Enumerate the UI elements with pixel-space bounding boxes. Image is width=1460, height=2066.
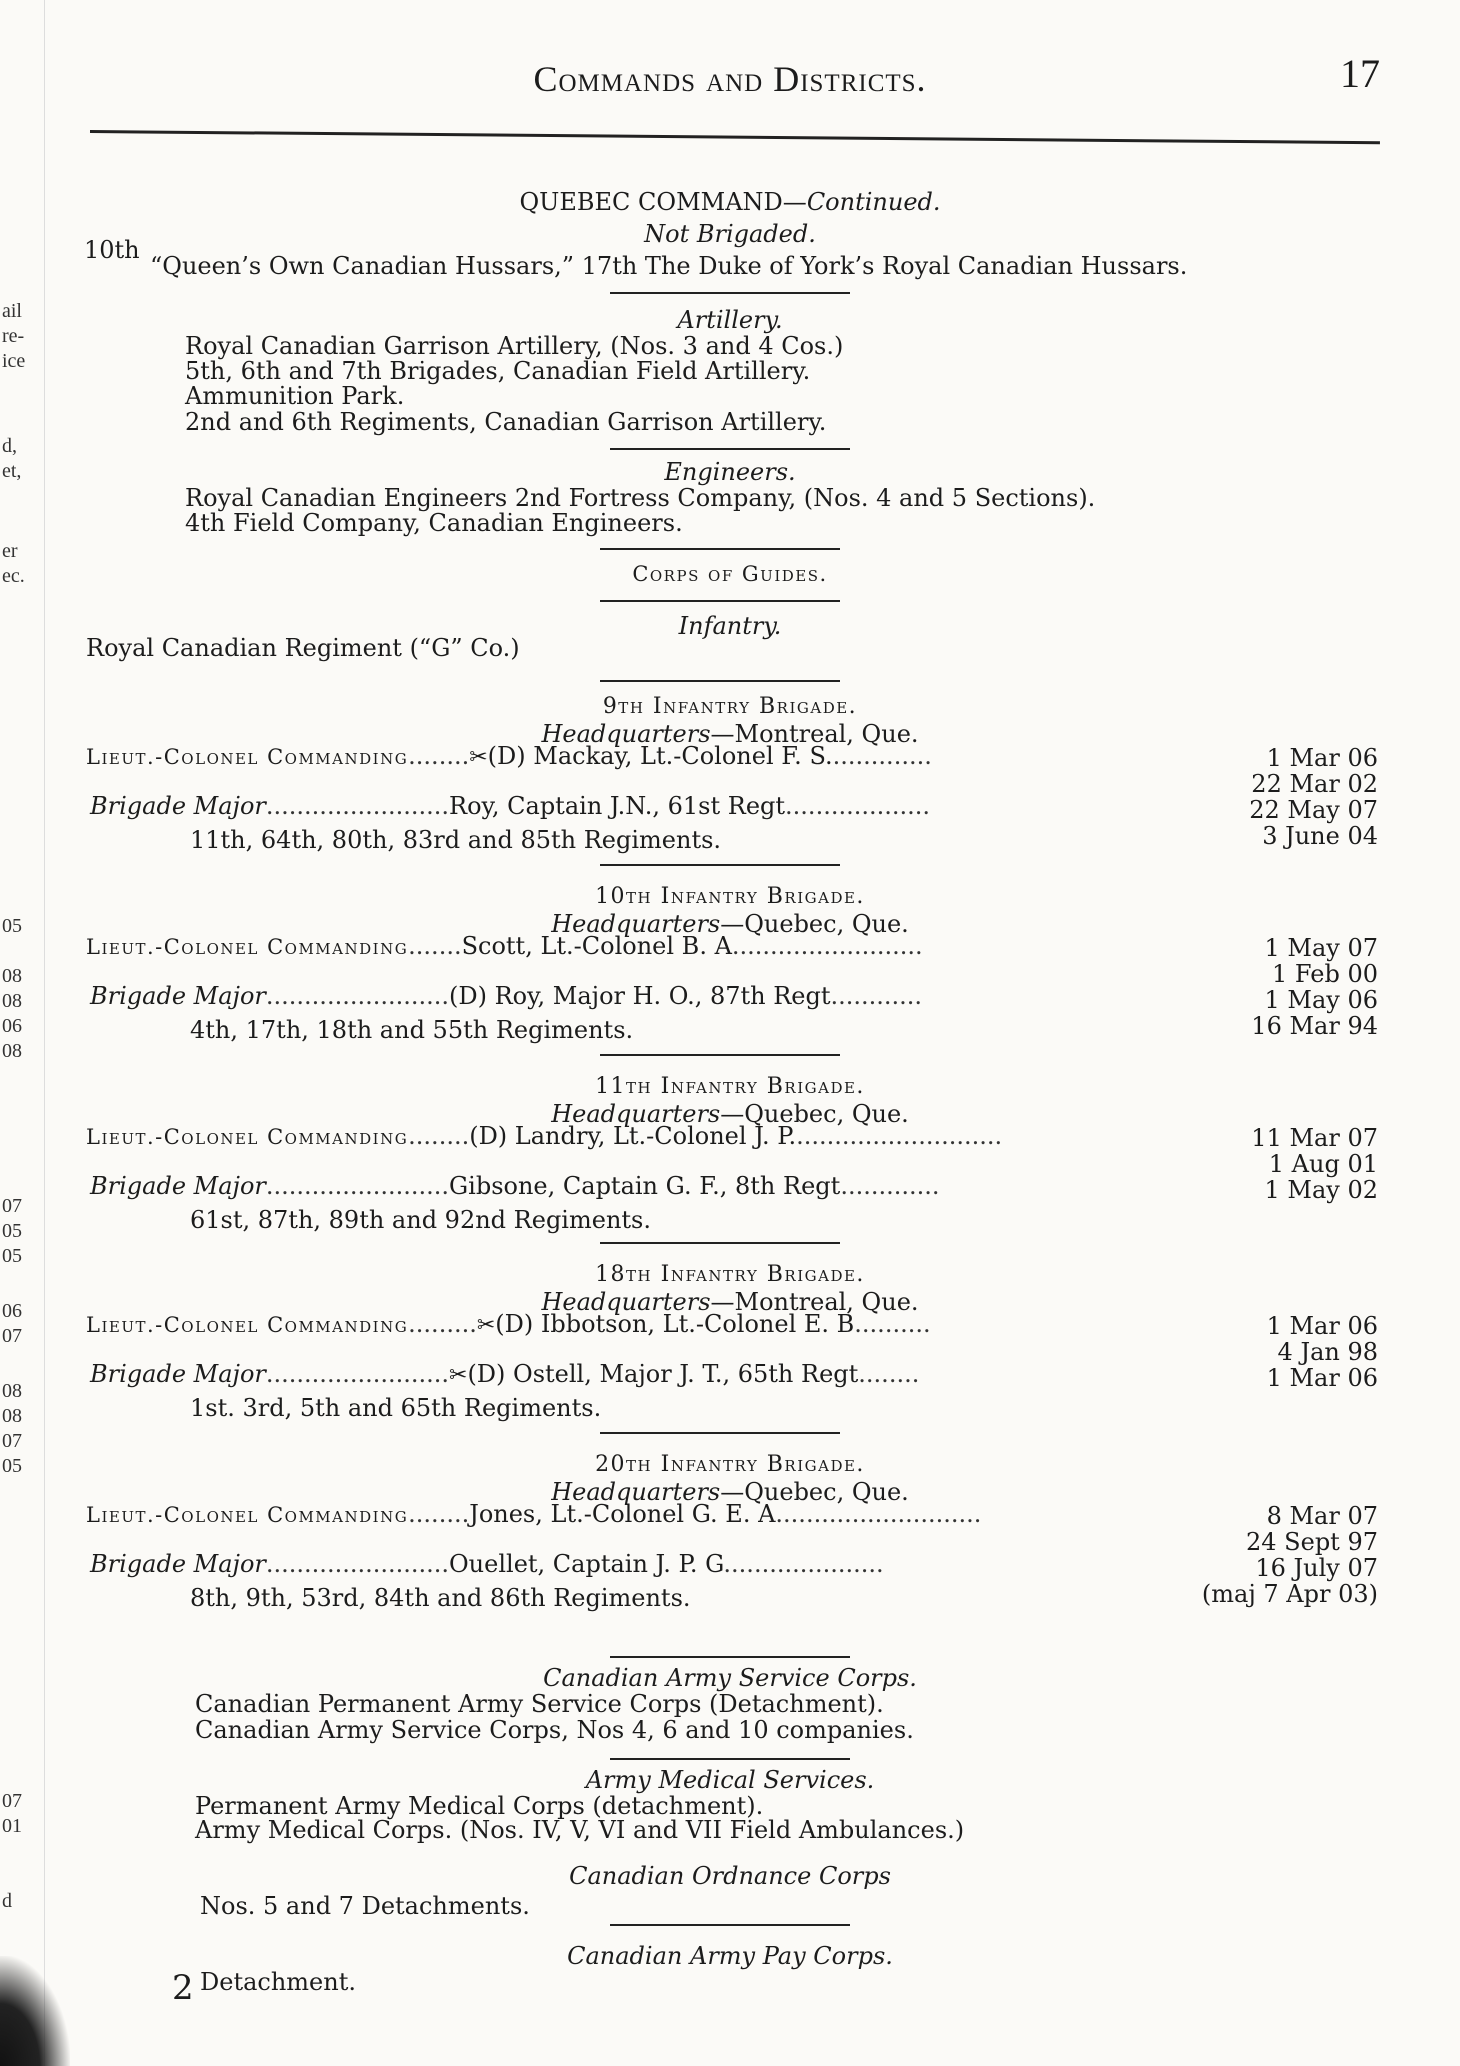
lieut-colonel-row xyxy=(86,1122,1002,1150)
section-rule xyxy=(600,600,840,602)
major-name: (D) Roy, Major H. O., 87th Regt xyxy=(449,982,831,1010)
artillery-line: 2nd and 6th Regiments, Canadian Garrison Artillery. xyxy=(185,408,827,436)
page-number: 17 xyxy=(1340,51,1380,96)
brigade-major-label: Brigade Major xyxy=(90,1360,266,1388)
leader-dots: ........ xyxy=(408,1500,470,1528)
appointment-date: 1 May 02 xyxy=(1264,1176,1378,1204)
infantry-line: Royal Canadian Regiment (“G” Co.) xyxy=(86,634,520,662)
command-continued: Continued. xyxy=(806,188,941,216)
margin-fragment: 01 xyxy=(2,1815,22,1837)
appointment-date: 11 Mar 07 xyxy=(1251,1124,1378,1152)
appointment-date: 16 July 07 xyxy=(1255,1554,1378,1582)
lieut-colonel-row xyxy=(86,742,932,770)
appointment-date: 1 Mar 06 xyxy=(1266,1364,1378,1392)
artillery-line: 5th, 6th and 7th Brigades, Canadian Field Artillery. xyxy=(185,357,811,385)
ordnance-heading: Canadian Ordnance Corps xyxy=(569,1862,891,1890)
lieut-colonel-row xyxy=(86,932,923,960)
margin-fragment: 06 xyxy=(2,1015,22,1037)
margin-fragment: d, xyxy=(2,435,17,457)
leader-dots: ........................ xyxy=(265,1550,449,1578)
margin-fragment: 05 xyxy=(2,1245,22,1267)
brigade-major-row xyxy=(90,982,922,1010)
leader-dots: ............ xyxy=(830,982,923,1010)
medical-line: Permanent Army Medical Corps (detachment). xyxy=(195,1792,764,1820)
leader-dots: .......... xyxy=(854,1310,931,1338)
appointment-date: 1 Feb 00 xyxy=(1272,960,1378,988)
margin-fragment: 05 xyxy=(2,1220,22,1242)
leader-dots: ........ xyxy=(408,742,470,770)
margin-fragment: er xyxy=(2,540,18,562)
brigade-title: 11th Infantry Brigade. xyxy=(595,1074,865,1099)
section-rule xyxy=(600,864,840,866)
scissors-icon: ✂ xyxy=(476,1313,496,1338)
hq-place: —Quebec, Que. xyxy=(720,1100,909,1128)
commander-name: (D) Mackay, Lt.-Colonel F. S. xyxy=(487,742,833,770)
leader-dots: ........ xyxy=(408,1122,470,1150)
major-name: (D) Ostell, Major J. T., 65th Regt xyxy=(467,1360,859,1388)
hq-label: Headquarters xyxy=(551,910,721,938)
brigade-regiments: 11th, 64th, 80th, 83rd and 85th Regiments. xyxy=(190,826,722,854)
appointment-date: 3 June 04 xyxy=(1262,822,1378,850)
brigade-title: 10th Infantry Brigade. xyxy=(595,884,865,909)
major-name: Gibsone, Captain G. F., 8th Regt xyxy=(449,1172,841,1200)
appointment-date: (maj 7 Apr 03) xyxy=(1201,1580,1378,1608)
not-brigaded-label: Not Brigaded. xyxy=(644,220,816,248)
brigade-major-label: Brigade Major xyxy=(90,982,266,1010)
appointment-date: 1 Mar 06 xyxy=(1266,1312,1378,1340)
hq-place: —Quebec, Que. xyxy=(720,910,909,938)
brigade-major-label: Brigade Major xyxy=(90,1172,266,1200)
pay-line: Detachment. xyxy=(200,1968,356,1996)
leader-dots: ............. xyxy=(832,742,932,770)
service-corps-line: Canadian Army Service Corps, Nos 4, 6 and 10 companies. xyxy=(195,1716,914,1744)
artillery-heading: Artillery. xyxy=(677,306,783,334)
margin-fragment: re- xyxy=(2,325,25,347)
brigade-title: 9th Infantry Brigade. xyxy=(602,694,858,719)
margin-fragment: 08 xyxy=(2,1405,22,1427)
scissors-icon: ✂ xyxy=(469,745,488,770)
brigade-major-label: Brigade Major xyxy=(90,1550,266,1578)
margin-fragment: 08 xyxy=(2,1040,22,1062)
lieut-colonel-row xyxy=(86,1310,931,1338)
appointment-date: 1 May 06 xyxy=(1264,986,1378,1014)
margin-fragment: 07 xyxy=(2,1195,22,1217)
brigade-regiments: 4th, 17th, 18th and 55th Regiments. xyxy=(190,1016,634,1044)
margin-fragment: ec. xyxy=(2,565,25,587)
scissors-icon: ✂ xyxy=(449,1363,468,1388)
margin-fragment: ice xyxy=(2,350,26,372)
section-rule xyxy=(600,548,840,550)
section-rule xyxy=(610,448,850,450)
appointment-date: 22 May 07 xyxy=(1249,796,1378,824)
margin-fragment: 06 xyxy=(2,1300,22,1322)
brigade-major-row xyxy=(90,1172,940,1200)
appointment-date: 8 Mar 07 xyxy=(1266,1502,1378,1530)
hq-label: Headquarters xyxy=(551,1478,721,1506)
page-title: Commands and Districts. xyxy=(533,59,927,99)
lieut-colonel-label: Lieut.-Colonel Commanding xyxy=(86,1313,409,1337)
leader-dots: ........................ xyxy=(265,1172,449,1200)
infantry-heading: Infantry. xyxy=(678,612,782,640)
appointment-date: 1 Mar 06 xyxy=(1266,744,1378,772)
leader-dots: ....... xyxy=(408,932,462,960)
section-rule xyxy=(600,1432,840,1434)
commander-name: Jones, Lt.-Colonel G. E. A xyxy=(469,1500,776,1528)
leader-dots: ........ xyxy=(858,1360,920,1388)
leader-dots: ........................ xyxy=(265,982,449,1010)
hq-place: —Montreal, Que. xyxy=(710,1288,919,1316)
engineers-heading: Engineers. xyxy=(664,458,796,486)
section-rule xyxy=(610,292,850,294)
leader-dots: ................... xyxy=(785,792,930,820)
signature-mark: 2 xyxy=(172,1968,194,2008)
lieut-colonel-label: Lieut.-Colonel Commanding xyxy=(86,745,409,769)
margin-fragment: 05 xyxy=(2,1455,22,1477)
margin-fragment: 05 xyxy=(2,915,22,937)
hq-place: —Montreal, Que. xyxy=(710,720,919,748)
artillery-line: Ammunition Park. xyxy=(185,382,405,410)
medical-line: Army Medical Corps. (Nos. IV, V, VI and VII Field Ambulances.) xyxy=(195,1816,965,1844)
margin-fragment: 08 xyxy=(2,990,22,1012)
section-rule xyxy=(610,1924,850,1926)
command-title xyxy=(0,188,1460,216)
lieut-colonel-label: Lieut.-Colonel Commanding xyxy=(86,1503,409,1527)
appointment-date: 24 Sept 97 xyxy=(1246,1528,1378,1556)
command-name: QUEBEC COMMAND— xyxy=(519,188,807,216)
leader-dots: ........................ xyxy=(265,792,449,820)
lieut-colonel-label: Lieut.-Colonel Commanding xyxy=(86,935,409,959)
appointment-date: 1 May 07 xyxy=(1264,934,1378,962)
appointment-date: 22 Mar 02 xyxy=(1251,770,1378,798)
brigade-regiments: 61st, 87th, 89th and 92nd Regiments. xyxy=(190,1206,651,1234)
hq-label: Headquarters xyxy=(541,720,711,748)
leader-dots: ........................... xyxy=(775,1500,982,1528)
section-rule xyxy=(600,680,840,682)
margin-fragment: 07 xyxy=(2,1790,22,1812)
hq-label: Headquarters xyxy=(541,1288,711,1316)
service-corps-heading: Canadian Army Service Corps. xyxy=(543,1664,917,1692)
medical-heading: Army Medical Services. xyxy=(585,1766,875,1794)
commander-name: (D) Landry, Lt.-Colonel J. P. xyxy=(469,1122,797,1150)
lieut-colonel-label: Lieut.-Colonel Commanding xyxy=(86,1125,409,1149)
margin-fragment: 08 xyxy=(2,965,22,987)
artillery-line: Royal Canadian Garrison Artillery, (Nos. 3 and 4 Cos.) xyxy=(185,332,844,360)
section-rule xyxy=(600,1054,840,1056)
leader-dots: ........................ xyxy=(265,1360,449,1388)
brigade-major-row xyxy=(90,1550,884,1578)
leader-dots: ........................... xyxy=(796,1122,1003,1150)
major-name: Ouellet, Captain J. P. G xyxy=(449,1550,724,1578)
corner-shadow xyxy=(0,1956,70,2066)
margin-fragment: 07 xyxy=(2,1325,22,1347)
engineers-line: Royal Canadian Engineers 2nd Fortress Company, (Nos. 4 and 5 Sections). xyxy=(185,484,1096,512)
major-name: Roy, Captain J.N., 61st Regt xyxy=(449,792,786,820)
header-rule xyxy=(90,130,1380,144)
lieut-colonel-row xyxy=(86,1500,981,1528)
guides-heading: Corps of Guides. xyxy=(632,562,828,586)
margin-fragment: ail xyxy=(2,300,22,322)
appointment-date: 1 Aug 01 xyxy=(1268,1150,1378,1178)
leader-dots: ............. xyxy=(840,1172,940,1200)
brigade-major-row xyxy=(90,792,930,820)
commander-name: Scott, Lt.-Colonel B. A xyxy=(461,932,732,960)
margin-fragment: et, xyxy=(2,460,22,482)
leader-dots: ..................... xyxy=(723,1550,884,1578)
ordnance-line: Nos. 5 and 7 Detachments. xyxy=(200,1892,530,1920)
section-rule xyxy=(600,1242,840,1244)
commander-name: (D) Ibbotson, Lt.-Colonel E. B xyxy=(495,1310,855,1338)
appointment-date: 4 Jan 98 xyxy=(1277,1338,1378,1366)
margin-fragment: 08 xyxy=(2,1380,22,1402)
margin-fragment: d xyxy=(2,1890,12,1912)
leader-dots: ......... xyxy=(408,1310,477,1338)
engineers-line: 4th Field Company, Canadian Engineers. xyxy=(185,509,683,537)
service-corps-line: Canadian Permanent Army Service Corps (Detachment). xyxy=(195,1690,884,1718)
section-rule xyxy=(610,1656,850,1658)
brigade-regiments: 8th, 9th, 53rd, 84th and 86th Regiments. xyxy=(190,1584,691,1612)
brigade-title: 18th Infantry Brigade. xyxy=(595,1262,865,1287)
not-brigaded-prefix: 10th xyxy=(84,236,140,264)
section-rule xyxy=(610,1758,850,1760)
not-brigaded-line: “Queen’s Own Canadian Hussars,” 17th The Duke of York’s Royal Canadian Hussars. xyxy=(150,252,1188,280)
brigade-title: 20th Infantry Brigade. xyxy=(595,1452,865,1477)
hq-label: Headquarters xyxy=(551,1100,721,1128)
brigade-major-label: Brigade Major xyxy=(90,792,266,820)
hq-place: —Quebec, Que. xyxy=(720,1478,909,1506)
appointment-date: 16 Mar 94 xyxy=(1251,1012,1378,1040)
margin-fragment: 07 xyxy=(2,1430,22,1452)
pay-heading: Canadian Army Pay Corps. xyxy=(567,1942,893,1970)
leader-dots: ......................... xyxy=(731,932,923,960)
brigade-major-row xyxy=(90,1360,919,1388)
brigade-regiments: 1st. 3rd, 5th and 65th Regiments. xyxy=(190,1394,602,1422)
